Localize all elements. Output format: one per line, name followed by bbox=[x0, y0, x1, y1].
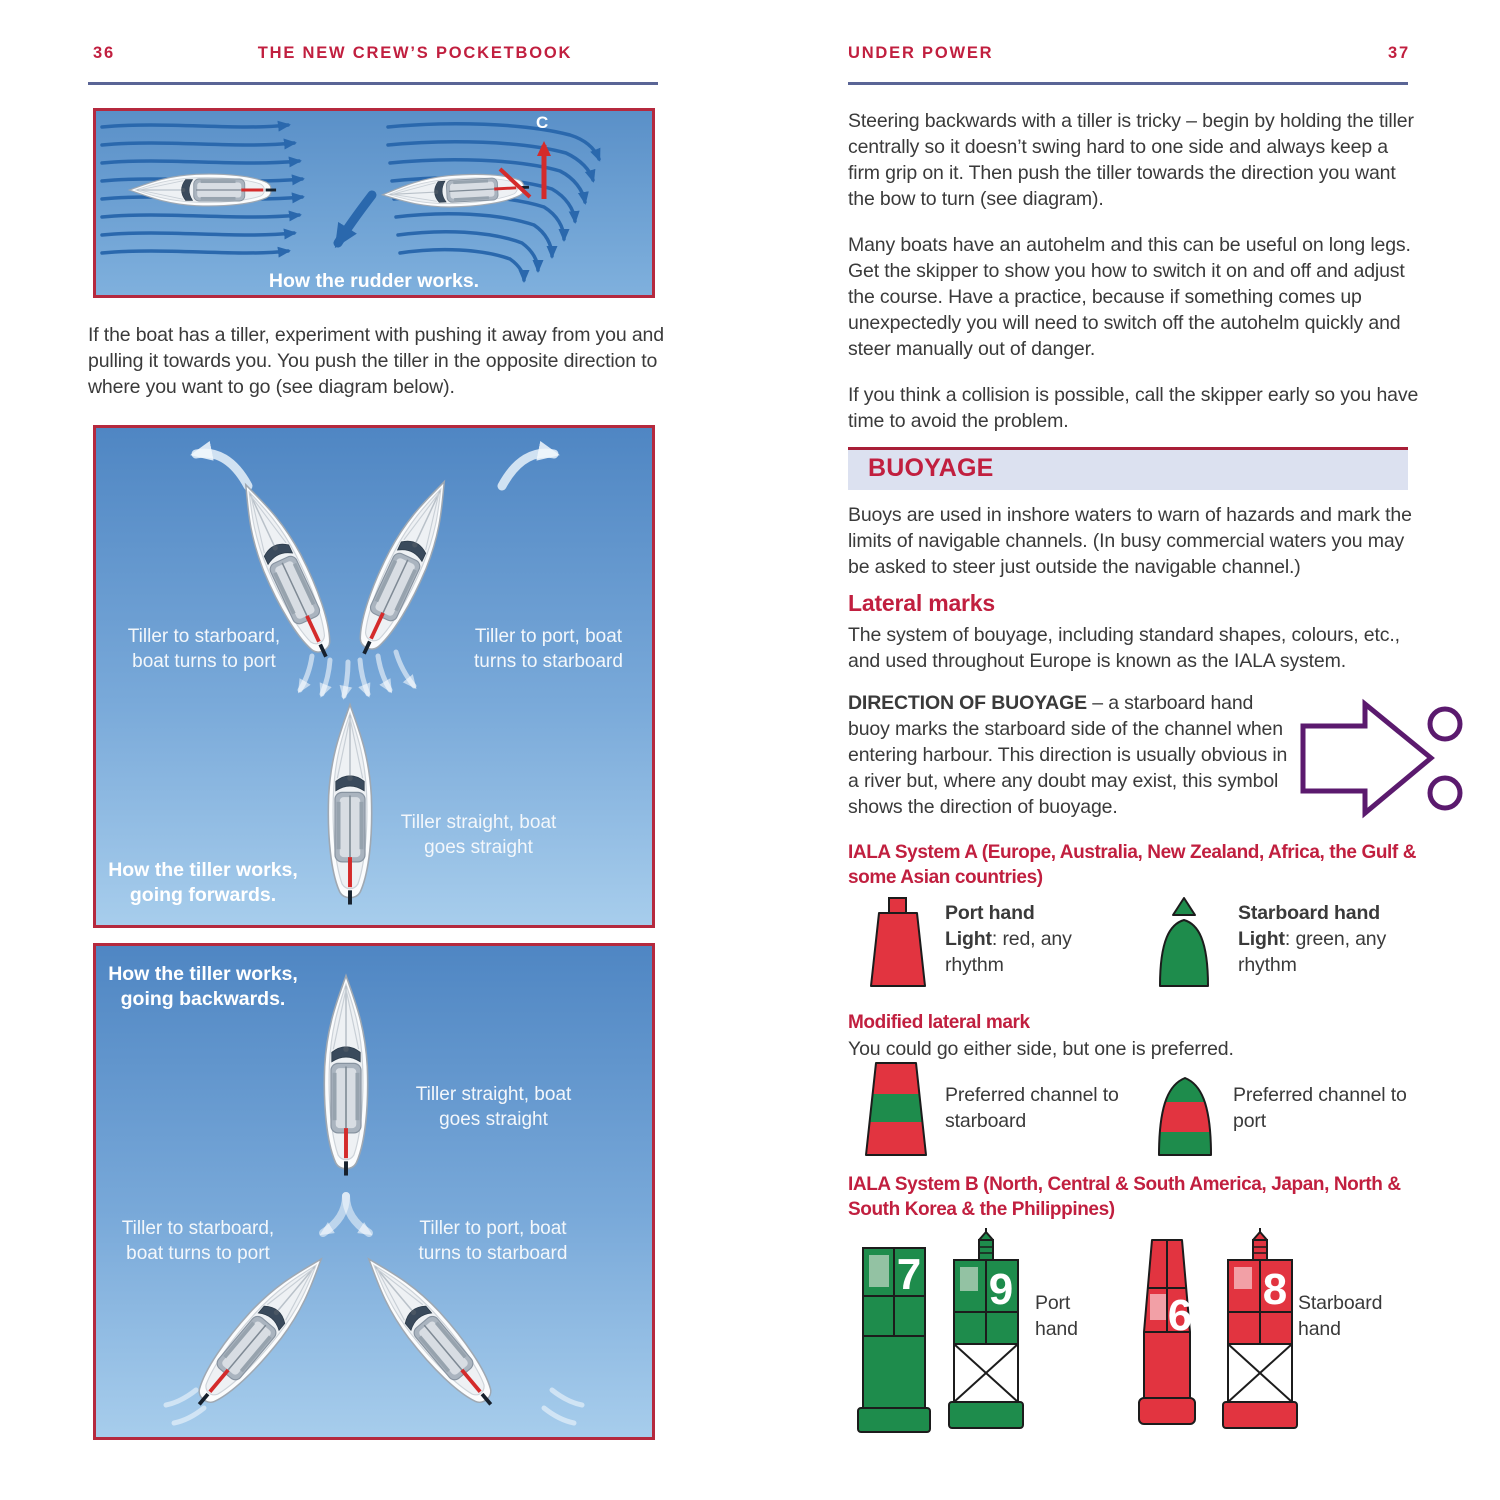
direction-lead: DIRECTION OF BUOYAGE bbox=[848, 692, 1087, 714]
preferred-starboard-buoy-icon bbox=[858, 1060, 934, 1158]
preferred-starboard-label: Preferred channel to starboard bbox=[945, 1084, 1119, 1132]
turn-arrow-port bbox=[196, 453, 248, 486]
label-tiller-starboard: Tiller to starboard, boat turns to port bbox=[127, 626, 281, 672]
tiller-intro-paragraph: If the boat has a tiller, experiment with pushing it away from you and pulling it towards you. You push the tiller in the opposite direction to where you want to go (see diagram below). bbox=[88, 324, 664, 398]
tiller-backwards-art bbox=[96, 946, 652, 1437]
paragraph-autohelm: Many boats have an autohelm and this can be useful on long legs. Get the skipper to show you how to switch it on and off and adjust the course. Have a practice, because if something comes up unexpectedly you will need to switch off the autohelm quickly and steer manually out of danger. bbox=[848, 234, 1411, 360]
boat-turning-starboard bbox=[345, 473, 462, 662]
prop-wash bbox=[300, 652, 414, 696]
buoyage-section-header bbox=[848, 447, 1408, 490]
paragraph-collision: If you think a collision is possible, call the skipper early so you have time to avoid the problem. bbox=[848, 384, 1419, 432]
buoy-number-8: 8 bbox=[1262, 1265, 1288, 1314]
rudder-diagram-art bbox=[96, 111, 652, 295]
iala-system-a-heading: IALA System A (Europe, Australia, New Zealand, Africa, the Gulf & some Asian countries) bbox=[848, 842, 1417, 888]
buoyage-title: BUOYAGE bbox=[868, 454, 994, 482]
label-starboard-backwards: Tiller to starboard, boat turns to port bbox=[121, 1218, 275, 1264]
buoy-number-6: 6 bbox=[1167, 1291, 1193, 1340]
tiller-forwards-diagram bbox=[93, 425, 655, 928]
modified-lateral-body: You could go either side, but one is preferred. bbox=[848, 1038, 1234, 1060]
boat-reversing-starboard bbox=[353, 1246, 506, 1418]
turn-arrow-starboard bbox=[502, 453, 554, 486]
page-number-right: 37 bbox=[1388, 44, 1410, 62]
reverse-fork-arrow bbox=[323, 1196, 369, 1233]
rudder-diagram bbox=[93, 108, 655, 298]
starboard-hand-cone-buoy-icon bbox=[1152, 896, 1216, 988]
header-rule-left bbox=[88, 82, 658, 85]
system-b-port-label: Port hand bbox=[1035, 1292, 1078, 1340]
direction-of-buoyage-symbol bbox=[1297, 696, 1465, 822]
reverse-wash bbox=[166, 1390, 582, 1423]
tiller-backwards-diagram bbox=[93, 943, 655, 1440]
backwards-caption: How the tiller works, going backwards. bbox=[108, 963, 298, 1010]
buoy-number-7: 7 bbox=[896, 1250, 922, 1299]
boat-reversing-port bbox=[183, 1246, 336, 1418]
buoy-number-9: 9 bbox=[988, 1265, 1014, 1314]
direction-body: – a starboard hand buoy marks the starboard side of the channel when entering harbour. This direction is usually obvious in a river but, where any doubt may exist, this symbol shows the direction of buoyage. bbox=[848, 692, 1288, 818]
red-nun-buoy-6-icon bbox=[1130, 1236, 1204, 1436]
header-rule-right bbox=[848, 82, 1408, 85]
turn-direction-arrow bbox=[338, 195, 372, 243]
preferred-port-label: Preferred channel to port bbox=[1233, 1084, 1407, 1132]
running-head-left: THE NEW CREW’S POCKETBOOK bbox=[257, 44, 573, 62]
port-hand-can-buoy-icon bbox=[862, 896, 934, 988]
rudder-diagram-caption: How the rudder works. bbox=[268, 270, 480, 292]
page-number-left: 36 bbox=[93, 44, 115, 62]
lateral-marks-heading: Lateral marks bbox=[848, 590, 995, 616]
modified-lateral-heading: Modified lateral mark bbox=[848, 1012, 1030, 1033]
direction-of-buoyage-paragraph bbox=[848, 690, 1296, 820]
green-square-buoy-7-icon bbox=[856, 1244, 932, 1436]
iala-system-b-heading: IALA System B (North, Central & South America, Japan, North & South Korea & the Philippines) bbox=[848, 1174, 1401, 1220]
port-hand-label: Port hand Light: red, any rhythm bbox=[945, 902, 1072, 976]
running-head-right: UNDER POWER bbox=[848, 44, 994, 62]
green-pillar-buoy-9-icon bbox=[946, 1226, 1026, 1434]
label-tiller-port: Tiller to port, boat turns to starboard bbox=[474, 626, 623, 672]
paragraph-steering: Steering backwards with a tiller is tricky – begin by holding the tiller centrally so it doesn’t swing hard to one side and always keep a firm grip on it. Then push the tiller towards the direction you want the bow to turn (see diagram). bbox=[848, 110, 1414, 210]
preferred-port-buoy-icon bbox=[1150, 1060, 1220, 1158]
boat-reversing-straight bbox=[324, 976, 367, 1176]
force-label-c: C bbox=[536, 113, 549, 132]
buoyage-intro: Buoys are used in inshore waters to warn of hazards and mark the limits of navigable channels. (In busy commercial waters you may be asked to steer just outside the navigable channel.) bbox=[848, 504, 1412, 578]
system-b-starboard-label: Starboard hand bbox=[1298, 1292, 1383, 1340]
lateral-marks-body: The system of bouyage, including standard shapes, colours, etc., and used throughout Europe is known as the IALA system. bbox=[848, 624, 1400, 672]
forwards-caption: How the tiller works, going forwards. bbox=[108, 859, 298, 906]
label-straight-backwards: Tiller straight, boat goes straight bbox=[415, 1084, 572, 1130]
starboard-hand-label: Starboard hand Light: green, any rhythm bbox=[1238, 902, 1387, 976]
label-port-backwards: Tiller to port, boat turns to starboard bbox=[418, 1218, 568, 1264]
red-pillar-buoy-8-icon bbox=[1220, 1226, 1300, 1434]
label-tiller-straight: Tiller straight, boat goes straight bbox=[400, 812, 557, 858]
boat-going-straight bbox=[328, 705, 371, 905]
